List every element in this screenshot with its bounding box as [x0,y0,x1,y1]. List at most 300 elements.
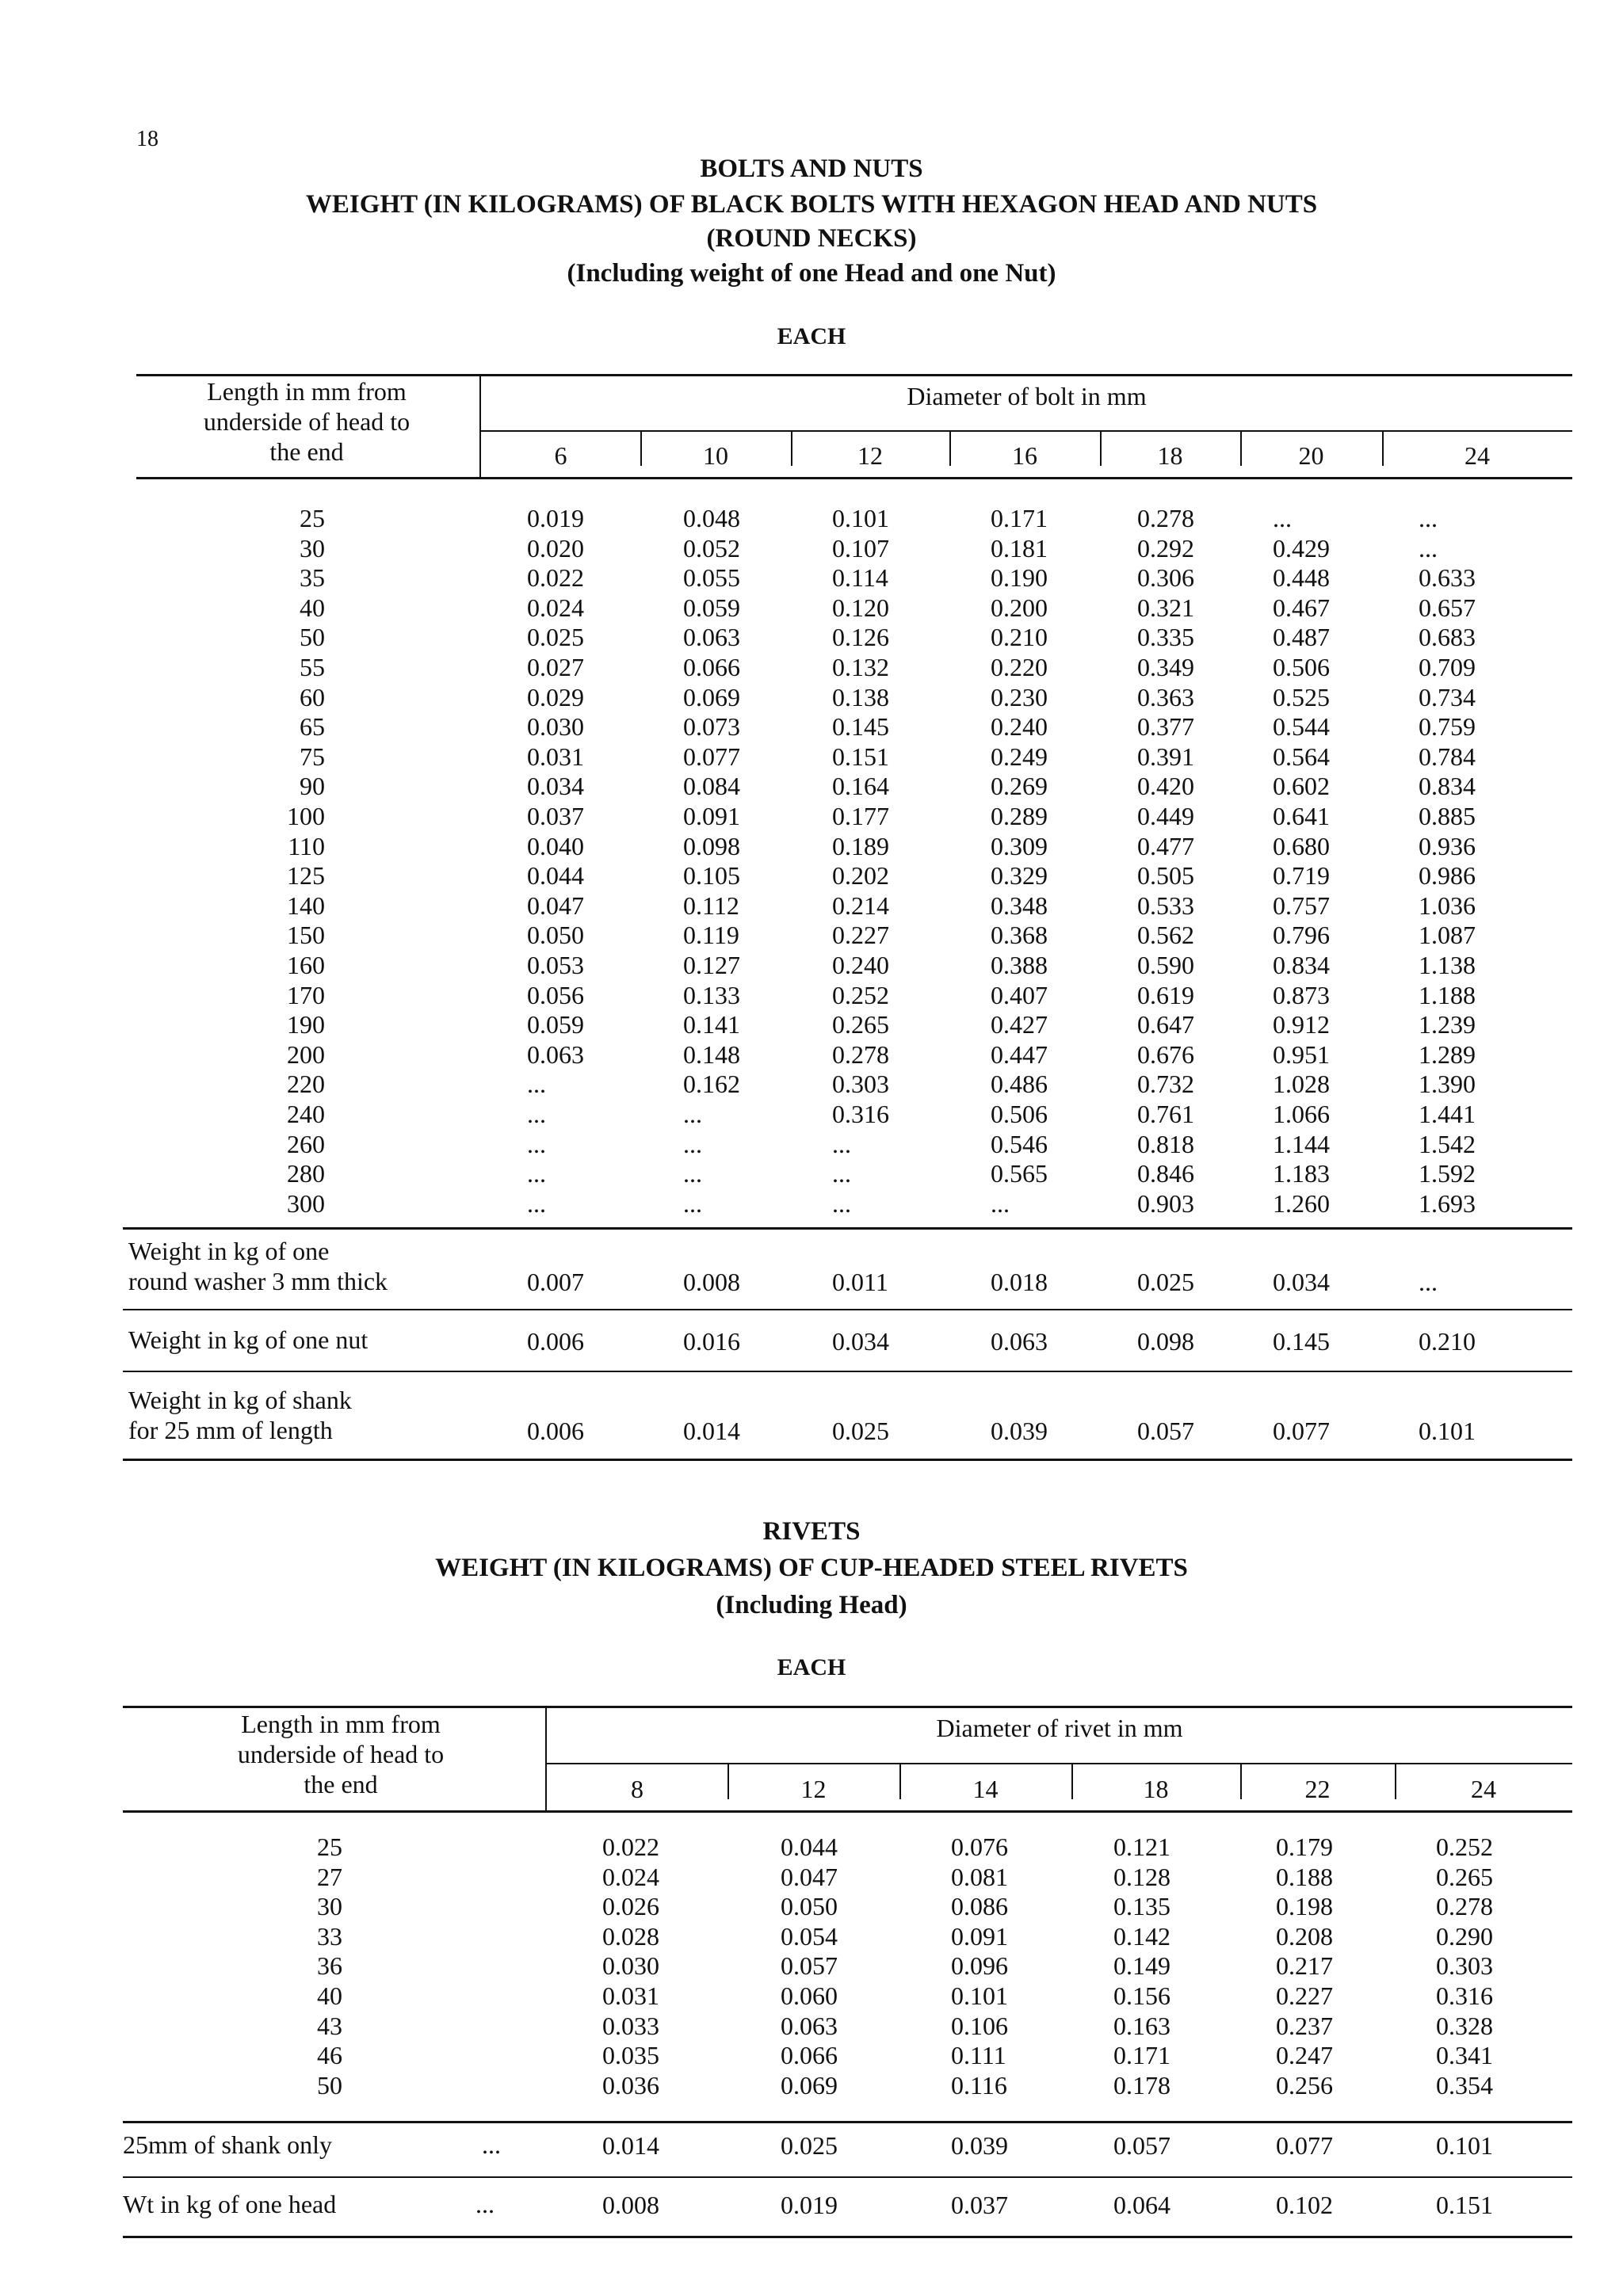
length-value: 100 [287,802,325,830]
diameter-cell-divider [727,1764,729,1799]
rivets-header-bottom-rule [123,1810,1572,1813]
rivets-length-header-line-1: Length in mm from [241,1710,441,1738]
weight-cell: 0.278 [832,1039,889,1069]
weight-cell: 0.141 [683,1010,740,1039]
weight-cell: 0.111 [951,2041,1006,2070]
weight-cell: 1.289 [1419,1039,1476,1069]
weight-cell: ... [683,1100,702,1128]
weight-cell: 0.081 [951,1862,1008,1891]
weight-cell: 0.044 [781,1833,838,1861]
diameter-header-cell: 18 [1143,1775,1169,1803]
weight-cell: 0.198 [1276,1892,1333,1921]
washer-value: 0.007 [527,1268,584,1296]
weight-cell: 0.066 [683,653,740,681]
diameter-cell-divider [1395,1764,1396,1799]
weight-cell: 0.022 [527,563,584,593]
page-number: 18 [136,127,158,151]
length-value: 260 [287,1129,325,1158]
weight-cell: 0.951 [1273,1039,1330,1069]
rivets-length-header-line-2: underside of head to [237,1740,445,1768]
weight-cell: 0.641 [1273,802,1330,830]
weight-cell: 0.047 [527,891,584,920]
length-value: 65 [300,712,325,742]
bolts-length-header-line-3: the end [269,437,344,466]
weight-cell: 0.303 [832,1070,889,1099]
weight-cell: 0.026 [602,1892,659,1921]
rivets-each-label: EACH [777,1654,846,1680]
weight-cell: 0.024 [602,1862,659,1891]
weight-cell: 0.240 [991,712,1048,742]
length-value: 55 [300,653,325,681]
weight-cell: 0.449 [1137,802,1194,830]
weight-cell: 0.427 [991,1010,1048,1039]
weight-cell: ... [527,1129,546,1158]
length-value: 40 [317,1981,342,2010]
nut-value: 0.006 [527,1327,584,1356]
bolts-final-rule [123,1459,1572,1461]
washer-value: 0.018 [991,1268,1048,1296]
weight-cell: 0.030 [527,712,584,742]
weight-cell: 0.024 [527,593,584,622]
weight-cell: 0.237 [1276,2011,1333,2040]
weight-cell: 0.101 [832,504,889,532]
weight-cell: ... [527,1100,546,1128]
weight-cell: 0.107 [832,533,889,563]
weight-cell: 0.028 [602,1921,659,1951]
diameter-header-cell: 24 [1471,1775,1496,1803]
weight-cell: 0.759 [1419,712,1476,742]
weight-cell: 0.269 [991,772,1048,801]
weight-cell: 0.086 [951,1892,1008,1921]
rivets-top-rule [123,1706,1572,1708]
weight-cell: 0.683 [1419,623,1476,652]
rivet-shank-value: 0.039 [951,2131,1008,2160]
length-value: 27 [317,1862,342,1891]
nut-value: 0.210 [1419,1327,1476,1356]
shank-value: 0.039 [991,1417,1048,1445]
weight-cell: 0.289 [991,802,1048,830]
weight-cell: 1.183 [1273,1159,1330,1188]
weight-cell: 0.486 [991,1070,1048,1099]
weight-cell: 0.680 [1273,831,1330,860]
weight-cell: 0.164 [832,772,889,801]
weight-cell: 0.030 [602,1951,659,1981]
length-value: 75 [300,742,325,771]
weight-cell: ... [832,1188,851,1218]
bolts-length-header-line-2: underside of head to [203,407,411,436]
bolts-each-label: EACH [777,323,846,349]
rivet-head-dots: ... [475,2190,495,2218]
rivet-head-value: 0.008 [602,2191,659,2219]
weight-cell: 0.031 [527,742,584,771]
rivet-shank-value: 0.101 [1436,2131,1493,2160]
rivet-shank-value: 0.057 [1113,2131,1170,2160]
nut-value: 0.034 [832,1327,889,1356]
weight-cell: 0.188 [1276,1862,1333,1891]
weight-cell: 0.719 [1273,861,1330,891]
weight-cell: 0.033 [602,2011,659,2040]
weight-cell: 0.063 [527,1039,584,1069]
length-value: 280 [287,1159,325,1188]
weight-cell: 0.121 [1113,1833,1170,1861]
weight-cell: 0.127 [683,951,740,979]
weight-cell: 0.309 [991,831,1048,860]
weight-cell: ... [832,1159,851,1188]
weight-cell: 0.885 [1419,802,1476,830]
diameter-header-cell: 12 [857,441,883,470]
rivets-length-header [143,1709,539,1799]
weight-cell: 0.220 [991,653,1048,681]
weight-cell: 0.834 [1273,951,1330,979]
weight-cell: ... [832,1129,851,1158]
weight-cell: 0.306 [1137,563,1194,593]
weight-cell: 0.505 [1137,861,1194,891]
weight-cell: 1.239 [1419,1010,1476,1039]
weight-cell: 0.448 [1273,563,1330,593]
weight-cell: 0.202 [832,861,889,891]
weight-cell: 0.525 [1273,682,1330,711]
rivet-head-value: 0.064 [1113,2191,1170,2219]
weight-cell: 0.477 [1137,831,1194,860]
weight-cell: 0.091 [683,802,740,830]
weight-cell: 0.096 [951,1951,1008,1981]
weight-cell: 0.145 [832,712,889,742]
weight-cell: 0.354 [1436,2070,1493,2100]
weight-cell: ... [991,1188,1010,1218]
diameter-header-cell: 6 [554,441,567,470]
weight-cell: 0.142 [1113,1921,1170,1951]
weight-cell: 0.429 [1273,533,1330,563]
weight-cell: 0.265 [1436,1862,1493,1891]
length-value: 220 [287,1070,325,1099]
weight-cell: 0.069 [781,2070,838,2100]
weight-cell: 0.027 [527,653,584,681]
length-value: 200 [287,1039,325,1069]
weight-cell: 0.368 [991,921,1048,950]
weight-cell: 0.506 [1273,653,1330,681]
weight-cell: 0.388 [991,951,1048,979]
weight-cell: 0.050 [781,1892,838,1921]
weight-cell: 0.200 [991,593,1048,622]
weight-cell: 0.407 [991,980,1048,1009]
weight-cell: 0.053 [527,951,584,979]
shank-value: 0.025 [832,1417,889,1445]
rivet-shank-value: 0.077 [1276,2131,1333,2160]
weight-cell: 0.044 [527,861,584,891]
weight-cell: 0.761 [1137,1100,1194,1128]
diameter-cell-divider [1071,1764,1073,1799]
weight-cell: 0.057 [781,1951,838,1981]
diameter-header-cell: 16 [1012,441,1037,470]
weight-cell: 0.126 [832,623,889,652]
diameter-header-cell: 24 [1465,441,1490,470]
weight-cell: 0.055 [683,563,740,593]
weight-cell: 0.818 [1137,1129,1194,1158]
shank-value: 0.101 [1419,1417,1476,1445]
weight-cell: 1.087 [1419,921,1476,950]
length-value: 150 [287,921,325,950]
weight-cell: 0.546 [991,1129,1048,1158]
weight-cell: ... [527,1188,546,1218]
weight-cell: 0.230 [991,682,1048,711]
rivets-body-bottom-rule [123,2121,1572,2123]
weight-cell: 0.162 [683,1070,740,1099]
length-value: 300 [287,1188,325,1218]
weight-cell: 0.447 [991,1039,1048,1069]
weight-cell: 0.676 [1137,1039,1194,1069]
weight-cell: 0.020 [527,533,584,563]
bolts-section-title: BOLTS AND NUTS [700,154,923,183]
rivet-head-label: Wt in kg of one head [123,2190,337,2218]
rivet-head-value: 0.037 [951,2191,1008,2219]
weight-cell: 0.256 [1276,2070,1333,2100]
weight-cell: 0.019 [527,504,584,532]
shank-value: 0.057 [1137,1417,1194,1445]
weight-cell: 0.190 [991,563,1048,593]
washer-value: 0.011 [832,1268,888,1296]
weight-cell: 0.936 [1419,831,1476,860]
weight-cell: 0.619 [1137,980,1194,1009]
length-value: 36 [317,1951,342,1981]
weight-cell: 0.247 [1276,2041,1333,2070]
diameter-header-cell: 12 [800,1775,827,1803]
weight-cell: 0.084 [683,772,740,801]
nut-label: Weight in kg of one nut [128,1325,369,1354]
rivet-shank-value: 0.014 [602,2131,659,2160]
weight-cell: 0.873 [1273,980,1330,1009]
weight-cell: 0.252 [832,980,889,1009]
weight-cell: 0.034 [527,772,584,801]
weight-cell: 0.227 [832,921,889,950]
washer-value: 0.008 [683,1268,740,1296]
weight-cell: 0.063 [781,2011,838,2040]
diameter-cell-divider [1240,1764,1242,1799]
rivet-head-value: 0.019 [781,2191,838,2219]
weight-cell: 0.063 [683,623,740,652]
diameter-header-cell: 14 [972,1775,999,1803]
length-value: 30 [317,1892,342,1921]
weight-cell: 0.035 [602,2041,659,2070]
weight-cell: 0.633 [1419,563,1476,593]
nut-value: 0.098 [1137,1327,1194,1356]
weight-cell: 0.292 [1137,533,1194,563]
weight-cell: 0.834 [1419,772,1476,801]
length-value: 50 [300,623,325,652]
rivet-shank-value: 0.025 [781,2131,838,2160]
weight-cell: 0.335 [1137,623,1194,652]
weight-cell: 0.321 [1137,593,1194,622]
weight-cell: 0.565 [991,1159,1048,1188]
weight-cell: 0.544 [1273,712,1330,742]
weight-cell: 1.036 [1419,891,1476,920]
weight-cell: 0.091 [951,1921,1008,1951]
weight-cell: 0.391 [1137,742,1194,771]
weight-cell: 0.138 [832,682,889,711]
weight-cell: 0.151 [832,742,889,771]
weight-cell: 0.912 [1273,1010,1330,1039]
weight-cell: 0.073 [683,712,740,742]
weight-cell: 0.171 [1113,2041,1170,2070]
weight-cell: 0.179 [1276,1833,1333,1861]
weight-cell: 0.328 [1436,2011,1493,2040]
weight-cell: 0.208 [1276,1921,1333,1951]
rivet-head-value: 0.151 [1436,2191,1493,2219]
weight-cell: 0.106 [951,2011,1008,2040]
bolts-diameter-rule [481,430,1572,432]
diameter-cell-divider [640,430,642,466]
rivets-diameter-rule [547,1763,1572,1764]
diameter-cell-divider [899,1764,901,1799]
weight-cell: 0.249 [991,742,1048,771]
diameter-header-cell: 10 [703,441,728,470]
weight-cell: 0.189 [832,831,889,860]
diameter-cell-divider [791,430,792,466]
weight-cell: 1.542 [1419,1129,1476,1158]
weight-cell: 0.135 [1113,1892,1170,1921]
weight-cell: 0.066 [781,2041,838,2070]
weight-cell: 1.441 [1419,1100,1476,1128]
shank-label-line-1: Weight in kg of shank [128,1386,352,1414]
weight-cell: 0.048 [683,504,740,532]
weight-cell: 0.029 [527,682,584,711]
bolts-header-bottom-rule [136,477,1572,479]
weight-cell: 1.138 [1419,951,1476,979]
length-value: 25 [300,504,325,532]
weight-cell: 0.133 [683,980,740,1009]
weight-cell: 1.188 [1419,980,1476,1009]
weight-cell: 0.903 [1137,1188,1194,1218]
bolts-length-header-line-1: Length in mm from [207,377,407,406]
length-value: 33 [317,1921,342,1951]
weight-cell: 0.348 [991,891,1048,920]
rivets-length-header-line-3: the end [304,1770,378,1798]
rivets-section-title: RIVETS [762,1517,861,1546]
weight-cell: 0.178 [1113,2070,1170,2100]
weight-cell: 1.028 [1273,1070,1330,1099]
weight-cell: 0.116 [951,2070,1007,2100]
weight-cell: 0.487 [1273,623,1330,652]
weight-cell: 0.602 [1273,772,1330,801]
weight-cell: 0.562 [1137,921,1194,950]
diameter-header-cell: 8 [631,1775,643,1803]
weight-cell: 0.052 [683,533,740,563]
weight-cell: 0.734 [1419,682,1476,711]
weight-cell: 0.329 [991,861,1048,891]
nut-value: 0.016 [683,1327,740,1356]
weight-cell: 0.709 [1419,653,1476,681]
weight-cell: 0.025 [527,623,584,652]
weight-cell: 0.506 [991,1100,1048,1128]
weight-cell: 1.066 [1273,1100,1330,1128]
rivet-shank-bottom-rule [123,2176,1572,2178]
weight-cell: 0.101 [951,1981,1008,2010]
bolts-table-title: WEIGHT (IN KILOGRAMS) OF BLACK BOLTS WITH HEXAGON HEAD AND NUTS [305,190,1318,219]
length-value: 50 [317,2070,342,2100]
weight-cell: 0.077 [683,742,740,771]
weight-cell: ... [527,1070,546,1099]
length-value: 60 [300,682,325,711]
weight-cell: 0.303 [1436,1951,1493,1981]
weight-cell: 0.105 [683,861,740,891]
washer-value: 0.034 [1273,1268,1330,1296]
washer-bottom-rule [123,1309,1572,1310]
weight-cell: 0.796 [1273,921,1330,950]
weight-cell: ... [683,1129,702,1158]
rivets-table-title: WEIGHT (IN KILOGRAMS) OF CUP-HEADED STEEL RIVETS [435,1554,1188,1582]
weight-cell: 0.054 [781,1921,838,1951]
weight-cell: 0.278 [1137,504,1194,532]
weight-cell: 0.076 [951,1833,1008,1861]
weight-cell: 0.059 [683,593,740,622]
weight-cell: 0.022 [602,1833,659,1861]
length-value: 90 [300,772,325,801]
diameter-header-cell: 22 [1304,1775,1331,1803]
weight-cell: 0.128 [1113,1862,1170,1891]
weight-cell: 0.210 [991,623,1048,652]
nut-value: 0.063 [991,1327,1048,1356]
weight-cell: 0.278 [1436,1892,1493,1921]
diameter-header-cell: 20 [1298,441,1324,470]
weight-cell: 0.056 [527,980,584,1009]
bolts-length-header [136,376,477,467]
weight-cell: 0.163 [1113,2011,1170,2040]
weight-cell: ... [1273,504,1292,532]
nut-value: 0.145 [1273,1327,1330,1356]
length-value: 140 [287,891,325,920]
weight-cell: ... [527,1159,546,1188]
weight-cell: 0.119 [683,921,739,950]
rivets-table-note: (Including Head) [716,1591,907,1619]
bolts-table-subtitle: (ROUND NECKS) [706,224,917,253]
weight-cell: 0.050 [527,921,584,950]
weight-cell: 0.217 [1276,1951,1333,1981]
weight-cell: 1.260 [1273,1188,1330,1218]
weight-cell: 0.784 [1419,742,1476,771]
weight-cell: 0.467 [1273,593,1330,622]
weight-cell: 0.112 [683,891,739,920]
weight-cell: 0.316 [832,1100,889,1128]
weight-cell: 1.693 [1419,1188,1476,1218]
weight-cell: 0.171 [991,504,1048,532]
washer-label [128,1236,388,1296]
rivet-shank-dots: ... [482,2130,501,2159]
length-value: 46 [317,2041,342,2070]
weight-cell: 0.047 [781,1862,838,1891]
weight-cell: 0.564 [1273,742,1330,771]
weight-cell: 0.363 [1137,682,1194,711]
diameter-cell-divider [1382,430,1384,466]
washer-value: ... [1419,1268,1438,1296]
length-value: 190 [287,1010,325,1039]
weight-cell: 0.114 [832,563,888,593]
weight-cell: 0.120 [832,593,889,622]
weight-cell: 0.148 [683,1039,740,1069]
length-value: 30 [300,533,325,563]
shank-label [128,1385,352,1445]
weight-cell: 0.657 [1419,593,1476,622]
weight-cell: 0.377 [1137,712,1194,742]
weight-cell: 0.132 [832,653,889,681]
weight-cell: 0.214 [832,891,889,920]
washer-label-line-1: Weight in kg of one [128,1237,330,1265]
shank-value: 0.006 [527,1417,584,1445]
weight-cell: 0.156 [1113,1981,1170,2010]
weight-cell: 1.390 [1419,1070,1476,1099]
length-value: 25 [317,1833,342,1861]
weight-cell: 0.036 [602,2070,659,2100]
weight-cell: ... [1419,504,1438,532]
diameter-cell-divider [1240,430,1242,466]
